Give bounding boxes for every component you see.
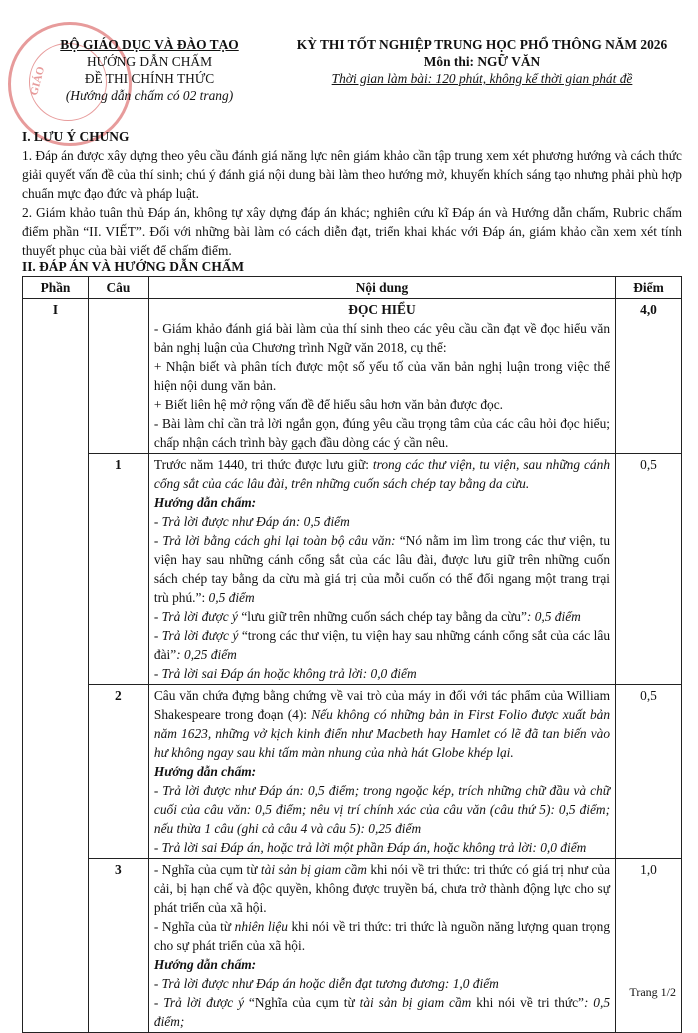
seal-text: GIÁO xyxy=(28,65,48,97)
section1-para1: 1. Đáp án được xây dựng theo yêu cầu đánh giá năng lực nên giám khảo cần tập trung xem xét phương hướng và cách thức giải quyết vấn đề của thí sinh; chú ý đánh giá nội dung bài làm theo hướng mở, khuyến khích sáng tạo nhưng phải phù hợp chuẩn mực đạo đức và pháp luật. xyxy=(22,148,682,201)
document-header xyxy=(22,36,682,126)
guide-points: : 0,5 điểm xyxy=(526,609,581,624)
answer-quote: trong các thư viện, tu viện, sau những cánh cổng sắt của các lâu đài, trên những cuốn sách chép tay bằng da cừu. xyxy=(153,457,611,491)
content-cell xyxy=(148,685,615,859)
guide-line: - Trả lời sai Đáp án hoặc không trả lời: 0,0 điểm xyxy=(153,666,417,681)
content-line: + Biết liên hệ mở rộng vấn đề để hiểu sâu hơn văn bản được đọc. xyxy=(153,397,504,412)
exam-block xyxy=(272,36,692,87)
guide-heading: Hướng dẫn chấm: xyxy=(153,764,257,779)
guide-lead: - Trả lời được ý xyxy=(153,995,249,1010)
reading-title: ĐỌC HIỂU xyxy=(348,302,416,317)
guide-line: - Trả lời được như Đáp án: 0,5 điểm; trong ngoặc kép, trích những chữ đầu và chữ cuối của câu văn: 0,5 điểm; nêu vị trí chính xác của câu văn (câu thứ 5): 0,5 điểm; nếu thừa 1 câu (ghi cả câu 4 và câu 5): 0,25 điểm xyxy=(153,783,611,836)
content-line: - Giám khảo đánh giá bài làm của thí sinh theo các yêu cầu cần đạt về đọc hiểu văn bản nghị luận của Chương trình Ngữ văn 2018, cụ thể: xyxy=(153,321,611,355)
content-line: - Bài làm chỉ cần trả lời ngắn gọn, đúng yêu cầu trọng tâm của các câu hỏi đọc hiểu; chấp nhận cách trình bày gạch đầu dòng các ý cần nêu. xyxy=(153,416,611,450)
duration xyxy=(272,70,692,87)
guide-quote: “Nó nằm im lìm trong các thư viện, tu viện hay sau những cánh cổng sắt của các lâu đài, được lưu giữ trên những cuốn sách chép tay bằng da cừu mà giá trị của mỗi cuốn có thể đổi ngang một trang trại trù phú.”: xyxy=(153,533,611,605)
question-cell-empty xyxy=(88,299,148,454)
guide-points: : 0,25 điểm xyxy=(176,647,237,662)
question-cell: 3 xyxy=(88,859,148,1033)
table-header-row xyxy=(23,277,682,299)
page-number: Trang 1/2 xyxy=(629,985,676,999)
duration-text: Thời gian làm bài: 120 phút, không kể thời gian phát đề xyxy=(331,71,633,86)
answer-rest: khi nói về tri thức: tri thức là nguồn năng lượng quan trọng cho sự phát triển của xã hội. xyxy=(153,919,611,953)
table-row xyxy=(23,299,682,454)
guide-line xyxy=(154,626,610,664)
guide-lead: - Trả lời bằng cách ghi lại toàn bộ câu văn: xyxy=(153,533,400,548)
answer-lead: Câu văn chứa đựng bằng chứng về vai trò của máy in đối với tác phẩm của William Shakespeare trong đoạn (4): xyxy=(153,688,611,722)
answer-text xyxy=(154,917,610,955)
guide-lead: - Trả lời được ý xyxy=(153,609,242,624)
col-question: Câu xyxy=(88,277,148,299)
guide-term: tài sản bị giam cầm xyxy=(359,995,472,1010)
guide-quote-end: khi nói về tri thức” xyxy=(471,995,584,1010)
guide-line: - Trả lời được như Đáp án: 0,5 điểm xyxy=(153,514,350,529)
table-row xyxy=(23,454,682,685)
answer-lead: - Nghĩa của từ xyxy=(153,919,235,934)
answer-quote: Nếu không có những bản in First Folio được xuất bản năm 1623, những vở kịch kinh điển như Macbeth hay Hamlet có lẽ đã tan biến vào hư không ngay sau khi tấm màn nhung của nhà hát Globe khép lại. xyxy=(153,707,611,760)
exam-title: KỲ THI TỐT NGHIỆP TRUNG HỌC PHỔ THÔNG NĂM 2026 xyxy=(296,37,668,52)
content-cell xyxy=(148,454,615,685)
guide-line xyxy=(154,531,610,607)
answer-text xyxy=(154,686,610,762)
answer-term: nhiên liệu xyxy=(234,919,288,934)
content-cell xyxy=(148,299,615,454)
table-row xyxy=(23,859,682,1033)
guide-points: : 0,5 điểm; xyxy=(153,995,611,1029)
guide-quote: “lưu giữ trên những cuốn sách chép tay bằng da cừu” xyxy=(241,609,527,624)
col-score: Điểm xyxy=(616,277,682,299)
subject: Môn thi: NGỮ VĂN xyxy=(423,54,541,69)
answer-text xyxy=(154,860,610,917)
answer-text xyxy=(154,455,610,493)
guide-heading: Hướng dẫn chấm: xyxy=(153,495,257,510)
part-cell: I xyxy=(23,299,89,1033)
guide-line: - Trả lời được như Đáp án hoặc diễn đạt tương đương: 1,0 điểm xyxy=(153,976,499,991)
ministry-block xyxy=(32,36,267,104)
score-cell: 0,5 xyxy=(616,685,682,859)
section2-title: II. ĐÁP ÁN VÀ HƯỚNG DẪN CHẤM xyxy=(22,259,245,274)
col-part: Phần xyxy=(23,277,89,299)
answer-lead: Trước năm 1440, tri thức được lưu giữ: xyxy=(153,457,373,472)
page-count-note: (Hướng dẫn chấm có 02 trang) xyxy=(65,88,234,103)
answer-lead: - Nghĩa của cụm từ xyxy=(153,862,261,877)
content-cell xyxy=(148,859,615,1033)
section1-title: I. LƯU Ý CHUNG xyxy=(22,129,130,144)
score-cell: 4,0 xyxy=(616,299,682,454)
table-row xyxy=(23,685,682,859)
guide-heading: Hướng dẫn chấm: xyxy=(153,957,257,972)
guide-line xyxy=(154,993,610,1031)
guide-points: 0,5 điểm xyxy=(208,590,255,605)
guide-line xyxy=(154,607,610,626)
answer-rest: khi nói về tri thức: tri thức có giá trị như của cải, bị hạn chế và độc quyền, không được truyền bá, chưa trở thành động lực cho sự phát triển của xã hội. xyxy=(153,862,611,915)
ministry-name: BỘ GIÁO DỤC VÀ ĐÀO TẠO xyxy=(60,37,239,52)
score-cell: 0,5 xyxy=(616,454,682,685)
exam-official: ĐỀ THI CHÍNH THỨC xyxy=(84,71,215,86)
question-cell: 1 xyxy=(88,454,148,685)
guide-line: - Trả lời sai Đáp án, hoặc trả lời một phần Đáp án, hoặc không trả lời: 0,0 điểm xyxy=(153,840,587,855)
guide-quote: “Nghĩa của cụm từ xyxy=(248,995,360,1010)
guide-quote: “trong các thư viện, tu viện hay sau những cánh cổng sắt của các lâu đài” xyxy=(153,628,611,662)
content-line: + Nhận biết và phân tích được một số yếu tố của văn bản nghị luận trong việc thể hiện nội dung văn bản. xyxy=(153,359,611,393)
answer-term: tài sản bị giam cầm xyxy=(260,862,367,877)
score-cell: 1,0 xyxy=(616,859,682,1033)
doc-type: HƯỚNG DẪN CHẤM xyxy=(87,54,212,69)
guide-lead: - Trả lời được ý xyxy=(153,628,242,643)
question-cell: 2 xyxy=(88,685,148,859)
col-content: Nội dung xyxy=(148,277,615,299)
grading-table xyxy=(22,276,682,1033)
section1-para2: 2. Giám khảo tuân thủ Đáp án, không tự xây dựng đáp án khác; nghiên cứu kĩ Đáp án và Hướng dẫn chấm, Rubric chấm điểm phần “II. VIẾT”. Đối với những bài làm có cách diễn đạt, triển khai khác với Đáp án, giám khảo cần xem xét tính thuyết phục của bài viết để chấm điểm. xyxy=(22,205,682,258)
